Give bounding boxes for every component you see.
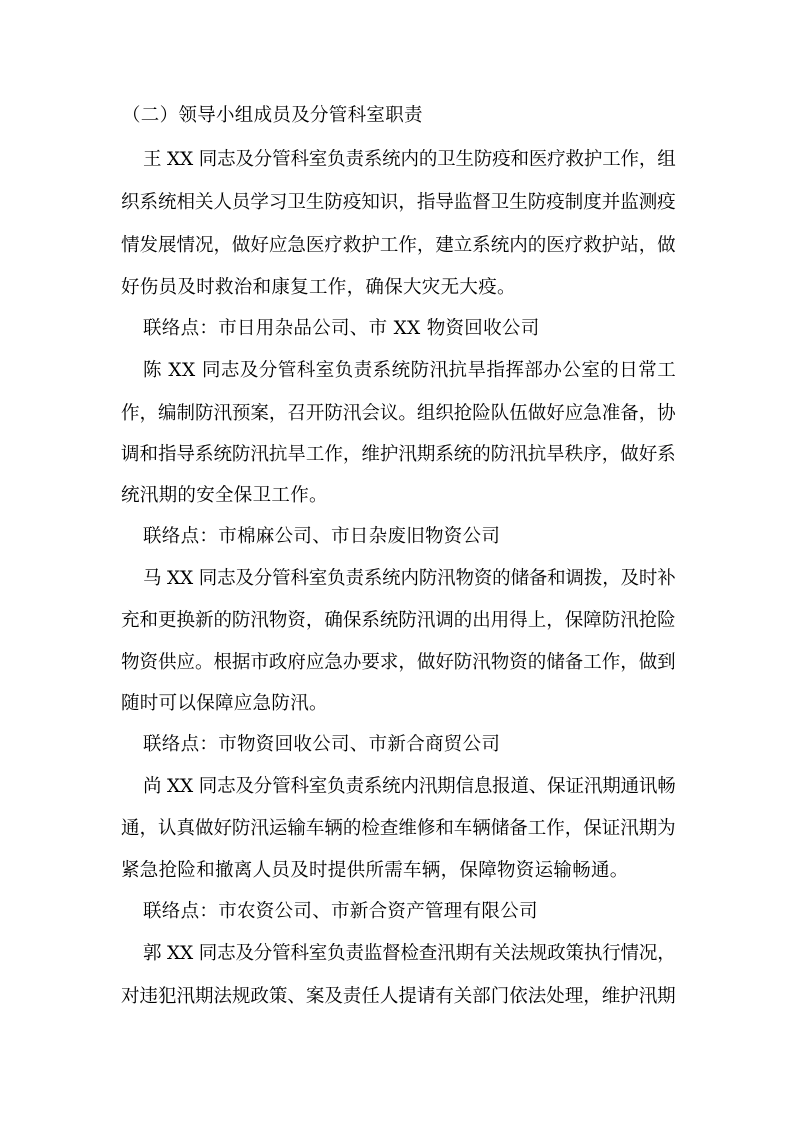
paragraph-line: 情发展情况，做好应急医疗救护工作，建立系统内的医疗救护站，做 bbox=[121, 235, 676, 256]
paragraph-line: 随时可以保障应急防汛。 bbox=[121, 693, 328, 714]
paragraph-line: 充和更换新的防汛物资，确保系统防汛调的出用得上，保障防汛抢险 bbox=[121, 610, 676, 631]
paragraph-line: 尚 XX 同志及分管科室负责系统内汛期信息报道、保证汛期通讯畅 bbox=[143, 776, 676, 797]
paragraph-line: 物资供应。根据市政府应急办要求，做好防汛物资的储备工作，做到 bbox=[121, 652, 676, 673]
paragraph-line: 马 XX 同志及分管科室负责系统内防汛物资的储备和调拨，及时补 bbox=[143, 568, 676, 589]
paragraph-line: 紧急抢险和撤离人员及时提供所需车辆，保障物资运输畅通。 bbox=[121, 860, 629, 881]
paragraph-line: 调和指导系统防汛抗旱工作，维护汛期系统的防汛抗旱秩序，做好系 bbox=[121, 444, 676, 465]
paragraph-line: 对违犯汛期法规政策、案及责任人提请有关部门依法处理，维护汛期 bbox=[121, 986, 676, 1007]
section-heading: （二）领导小组成员及分管科室职责 bbox=[122, 105, 423, 126]
paragraph-line: 王 XX 同志及分管科室负责系统内的卫生防疫和医疗救护工作，组 bbox=[143, 149, 676, 170]
paragraph-line: 郭 XX 同志及分管科室负责监督检查汛期有关法规政策执行情况， bbox=[143, 943, 676, 964]
paragraph-line: 统汛期的安全保卫工作。 bbox=[121, 485, 328, 506]
contact-line: 联络点：市物资回收公司、市新合商贸公司 bbox=[143, 734, 501, 755]
paragraph-line: 好伤员及时救治和康复工作，确保大灾无大疫。 bbox=[121, 277, 516, 298]
paragraph-line: 织系统相关人员学习卫生防疫知识，指导监督卫生防疫制度并监测疫 bbox=[121, 192, 676, 213]
paragraph-line: 通，认真做好防汛运输车辆的检查维修和车辆储备工作，保证汛期为 bbox=[121, 818, 676, 839]
paragraph-line: 陈 XX 同志及分管科室负责系统防汛抗旱指挥部办公室的日常工 bbox=[143, 360, 677, 381]
contact-line: 联络点：市日用杂品公司、市 XX 物资回收公司 bbox=[143, 318, 540, 339]
paragraph-line: 作，编制防汛预案，召开防汛会议。组织抢险队伍做好应急准备，协 bbox=[121, 403, 676, 424]
contact-line: 联络点：市农资公司、市新合资产管理有限公司 bbox=[143, 901, 538, 922]
contact-line: 联络点：市棉麻公司、市日杂废旧物资公司 bbox=[143, 526, 501, 547]
